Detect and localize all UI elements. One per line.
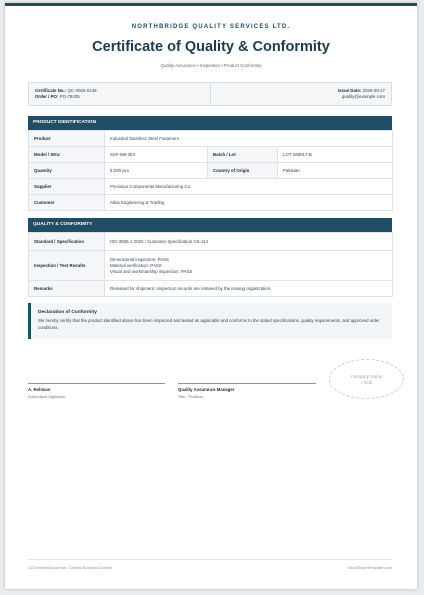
- declaration-text: We hereby certify that the product identified above has been inspected and tested as applicable and conforms to the stated specifications, quality requirements, and approved order conditions.: [38, 318, 380, 330]
- stamp-line-1: Company Stamp: [350, 374, 383, 379]
- table-row: [29, 281, 393, 297]
- declaration-box: [28, 303, 392, 339]
- declaration-title: Declaration of Conformity: [38, 310, 97, 315]
- customer-label: Customer: [29, 195, 105, 211]
- company-name: NORTHBRIDGE QUALITY SERVICES LTD.: [131, 24, 291, 30]
- result-material: Material verification: PASS: [110, 262, 162, 268]
- table-row: [29, 251, 393, 281]
- quality-section-heading: QUALITY & CONFORMITY: [28, 218, 392, 232]
- contact-email: quality@example.com: [341, 94, 385, 99]
- company-stamp-placeholder: [329, 359, 404, 399]
- manager-role: Title / Position: [178, 394, 203, 399]
- product-label: Product: [29, 131, 105, 147]
- table-row: [29, 179, 393, 195]
- product-value: Industrial Stainless Steel Fasteners: [105, 131, 393, 147]
- stamp-line-2: / Seal: [361, 380, 372, 385]
- result-visual: Visual and workmanship inspection: PASS: [110, 268, 193, 274]
- footer-address: 123 Industrial Avenue, Central Business District: [28, 565, 113, 570]
- origin-value: Pakistan: [278, 163, 393, 179]
- reference-info-box: [28, 82, 392, 106]
- order-number: [35, 94, 80, 99]
- table-row: [29, 195, 393, 211]
- quality-table: [28, 232, 393, 297]
- order-number-value: PO-78435: [59, 94, 80, 99]
- results-label: Inspection / Test Results: [29, 251, 105, 281]
- supplier-label: Supplier: [29, 179, 105, 195]
- results-value: [105, 251, 393, 281]
- issue-date: [338, 88, 385, 93]
- signature-line-2: [178, 383, 316, 384]
- order-number-label: Order / PO:: [35, 94, 59, 99]
- remarks-label: Remarks: [29, 281, 105, 297]
- customer-value: Atlas Engineering & Trading: [105, 195, 393, 211]
- issue-date-label: Issue Date:: [337, 88, 362, 93]
- top-accent-bar: [5, 3, 417, 6]
- model-value: SSF-M8-304: [105, 147, 208, 163]
- certificate-number-label: Certificate No.:: [35, 88, 67, 93]
- table-row: [29, 147, 393, 163]
- document-title: Certificate of Quality & Conformity: [92, 39, 330, 55]
- footer-divider: [28, 559, 392, 560]
- supplier-value: Precision Components Manufacturing Co.: [105, 179, 393, 195]
- result-dimensional: Dimensional inspection: PASS: [110, 256, 169, 262]
- model-label: Model / SKU: [29, 147, 105, 163]
- product-table: [28, 130, 393, 211]
- info-divider: [210, 83, 211, 105]
- table-row: [29, 163, 393, 179]
- signatory-name: A. Rehman: [28, 387, 51, 392]
- quantity-label: Quantity: [29, 163, 105, 179]
- batch-value: LOT-260917-B: [278, 147, 393, 163]
- certificate-number-value: QC-2026-0148: [67, 88, 97, 93]
- certificate-number: [35, 88, 97, 93]
- footer-website: WordExcelTemplate.com: [347, 565, 392, 570]
- standard-label: Standard / Specification: [29, 233, 105, 251]
- batch-label: Batch / Lot: [208, 147, 278, 163]
- quantity-value: 5,000 pcs: [105, 163, 208, 179]
- remarks-value: Released for shipment. Inspection records are retained by the issuing organization.: [105, 281, 393, 297]
- table-row: [29, 233, 393, 251]
- manager-title: Quality Assurance Manager: [178, 387, 235, 392]
- origin-label: Country of Origin: [208, 163, 278, 179]
- product-section-heading: PRODUCT IDENTIFICATION: [28, 116, 392, 130]
- document-subtitle: Quality Assurance • Inspection • Product Conformity: [160, 63, 262, 68]
- signatory-role: Authorized Signatory: [28, 394, 66, 399]
- standard-value: ISO 3506-1:2020 / Customer Specification CS-114: [105, 233, 393, 251]
- certificate-page: [5, 3, 417, 589]
- table-row: [29, 131, 393, 147]
- signature-line-1: [28, 383, 165, 384]
- issue-date-value: 2026-09-17: [362, 88, 385, 93]
